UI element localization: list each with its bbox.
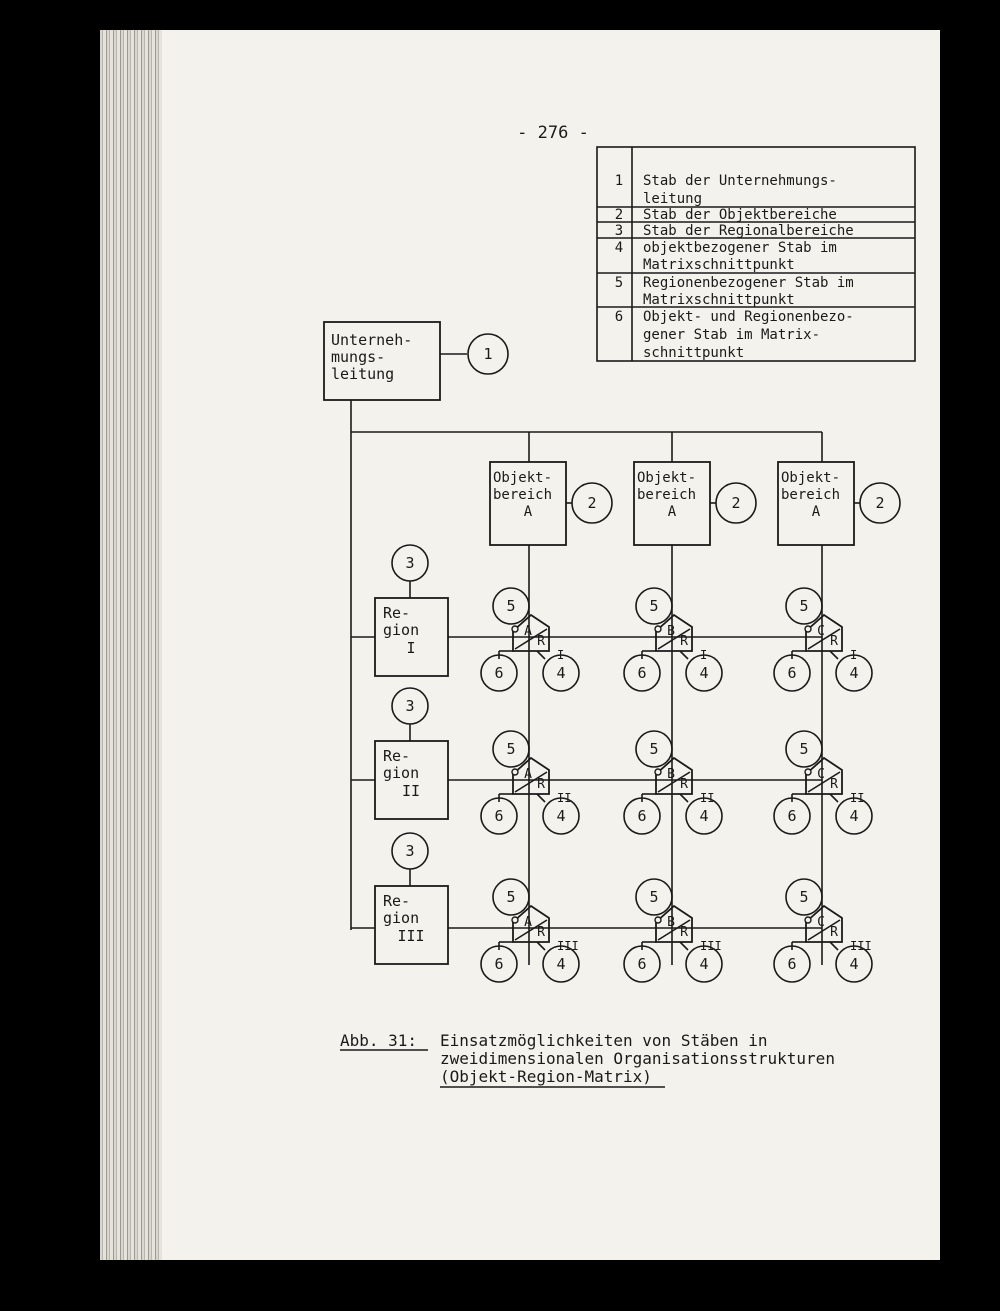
staff-attachment: [512, 769, 518, 775]
staff-label: 4: [849, 664, 859, 682]
staff-label: 4: [699, 664, 709, 682]
node-region-letter: R: [680, 777, 688, 792]
caption-line: Einsatzmöglichkeiten von Stäben in: [440, 1031, 768, 1050]
region-box-line: III: [397, 927, 425, 945]
legend-text: Matrixschnittpunkt: [643, 257, 795, 273]
legend-text: schnittpunkt: [643, 345, 745, 361]
object-box-line: A: [667, 504, 677, 520]
staff-attachment: [805, 917, 811, 923]
object-box-line: Objekt-: [781, 470, 841, 486]
node-region-index: I: [700, 648, 708, 662]
node-object-letter: C: [817, 915, 825, 930]
connector-line: [680, 794, 688, 802]
top-management-box: [324, 322, 508, 400]
staff-label: 5: [506, 740, 516, 758]
staff-label: 6: [787, 807, 797, 825]
legend-num: 4: [614, 240, 624, 256]
staff-label: 3: [405, 554, 415, 572]
staff-label: 5: [799, 597, 809, 615]
node-region-letter: R: [537, 925, 545, 940]
staff-label: 4: [849, 955, 859, 973]
legend-texts: [643, 173, 854, 361]
region-box-line: Re-: [383, 892, 411, 910]
region-box-line: gion: [383, 764, 420, 782]
legend-text: Stab der Regionalbereiche: [643, 223, 854, 239]
region-box-line: Re-: [383, 747, 411, 765]
node-region-index: III: [700, 939, 722, 953]
staff-label: 5: [799, 888, 809, 906]
legend-num: 5: [614, 275, 624, 291]
node-region-letter: R: [537, 777, 545, 792]
legend-text: Matrixschnittpunkt: [643, 292, 795, 308]
staff-label: 4: [556, 664, 566, 682]
legend-numbers: [615, 173, 623, 325]
staff-label: 1: [483, 345, 493, 363]
staff-label: 6: [494, 807, 504, 825]
node-region-index: II: [850, 791, 865, 805]
staff-label: 6: [494, 955, 504, 973]
figure-caption: [340, 1031, 835, 1087]
staff-label: 4: [699, 955, 709, 973]
caption-line: zweidimensionalen Organisationsstrukturen: [440, 1049, 835, 1068]
legend-text: Stab der Objektbereiche: [643, 207, 837, 223]
staff-label: 5: [506, 888, 516, 906]
connector-line: [680, 942, 688, 950]
staff-label: 4: [699, 807, 709, 825]
object-box-line: A: [523, 504, 533, 520]
staff-label: 6: [787, 955, 797, 973]
connector-line: [830, 794, 838, 802]
staff-label: 5: [649, 740, 659, 758]
node-object-letter: C: [817, 624, 825, 639]
object-box-line: A: [811, 504, 821, 520]
node-object-letter: C: [817, 767, 825, 782]
connector-line: [537, 942, 545, 950]
staff-label: 6: [637, 664, 647, 682]
staff-label: 3: [405, 842, 415, 860]
object-box-line: Objekt-: [493, 470, 553, 486]
node-region-letter: R: [830, 634, 838, 649]
legend-text: Regionenbezogener Stab im: [643, 275, 854, 291]
staff-label: 6: [637, 955, 647, 973]
staff-attachment: [655, 769, 661, 775]
hierarchy-lines: [351, 354, 822, 930]
legend-text: Stab der Unternehmungs-: [643, 173, 837, 189]
staff-label: 2: [587, 494, 597, 512]
connector-line: [830, 942, 838, 950]
legend-text: Objekt- und Regionenbezo-: [643, 309, 854, 325]
node-object-letter: A: [524, 915, 532, 930]
staff-attachment: [805, 769, 811, 775]
legend-text: gener Stab im Matrix-: [643, 327, 821, 343]
node-region-letter: R: [830, 925, 838, 940]
connector-line: [680, 651, 688, 659]
legend-num: 2: [614, 207, 624, 223]
node-object-letter: B: [667, 624, 675, 639]
staff-label: 5: [506, 597, 516, 615]
staff-label: 4: [849, 807, 859, 825]
node-region-letter: R: [680, 925, 688, 940]
legend-text: leitung: [643, 191, 703, 207]
object-box-line: bereich: [781, 487, 841, 503]
caption-label: Abb. 31:: [340, 1031, 418, 1050]
staff-attachment: [655, 626, 661, 632]
staff-label: 2: [731, 494, 741, 512]
node-region-index: III: [557, 939, 579, 953]
staff-label: 5: [799, 740, 809, 758]
staff-label: 5: [649, 888, 659, 906]
staff-attachment: [805, 626, 811, 632]
matrix-elements: [375, 462, 900, 982]
node-object-letter: B: [667, 915, 675, 930]
connector-line: [537, 794, 545, 802]
page-number: - 276 -: [517, 123, 589, 143]
staff-attachment: [512, 626, 518, 632]
node-object-letter: A: [524, 624, 532, 639]
object-box-line: bereich: [637, 487, 697, 503]
staff-attachment: [512, 917, 518, 923]
legend-num: 6: [614, 309, 624, 325]
region-box-line: gion: [383, 621, 420, 639]
node-region-index: I: [850, 648, 858, 662]
staff-label: 6: [494, 664, 504, 682]
node-region-index: II: [557, 791, 572, 805]
legend-text: objektbezogener Stab im: [643, 240, 837, 256]
region-box-line: Re-: [383, 604, 411, 622]
node-object-letter: B: [667, 767, 675, 782]
caption-line: (Objekt-Region-Matrix): [440, 1067, 652, 1086]
node-region-letter: R: [537, 634, 545, 649]
region-box-line: I: [406, 639, 416, 657]
node-region-index: I: [557, 648, 565, 662]
node-region-letter: R: [830, 777, 838, 792]
node-object-letter: A: [524, 767, 532, 782]
node-region-index: II: [700, 791, 715, 805]
top-box-line: Unterneh-: [331, 331, 413, 349]
staff-label: 6: [637, 807, 647, 825]
staff-label: 4: [556, 955, 566, 973]
node-region-letter: R: [680, 634, 688, 649]
legend-num: 1: [614, 173, 624, 189]
staff-label: 3: [405, 697, 415, 715]
staff-label: 5: [649, 597, 659, 615]
staff-attachment: [655, 917, 661, 923]
node-region-index: III: [850, 939, 872, 953]
staff-label: 2: [875, 494, 885, 512]
staff-label: 6: [787, 664, 797, 682]
legend-num: 3: [614, 223, 624, 239]
object-box-line: Objekt-: [637, 470, 697, 486]
connector-line: [830, 651, 838, 659]
top-box-line: mungs-: [331, 348, 386, 366]
connector-line: [537, 651, 545, 659]
region-box-line: gion: [383, 909, 420, 927]
staff-label: 4: [556, 807, 566, 825]
top-box-line: leitung: [331, 365, 395, 383]
region-box-line: II: [401, 782, 421, 800]
object-box-line: bereich: [493, 487, 553, 503]
